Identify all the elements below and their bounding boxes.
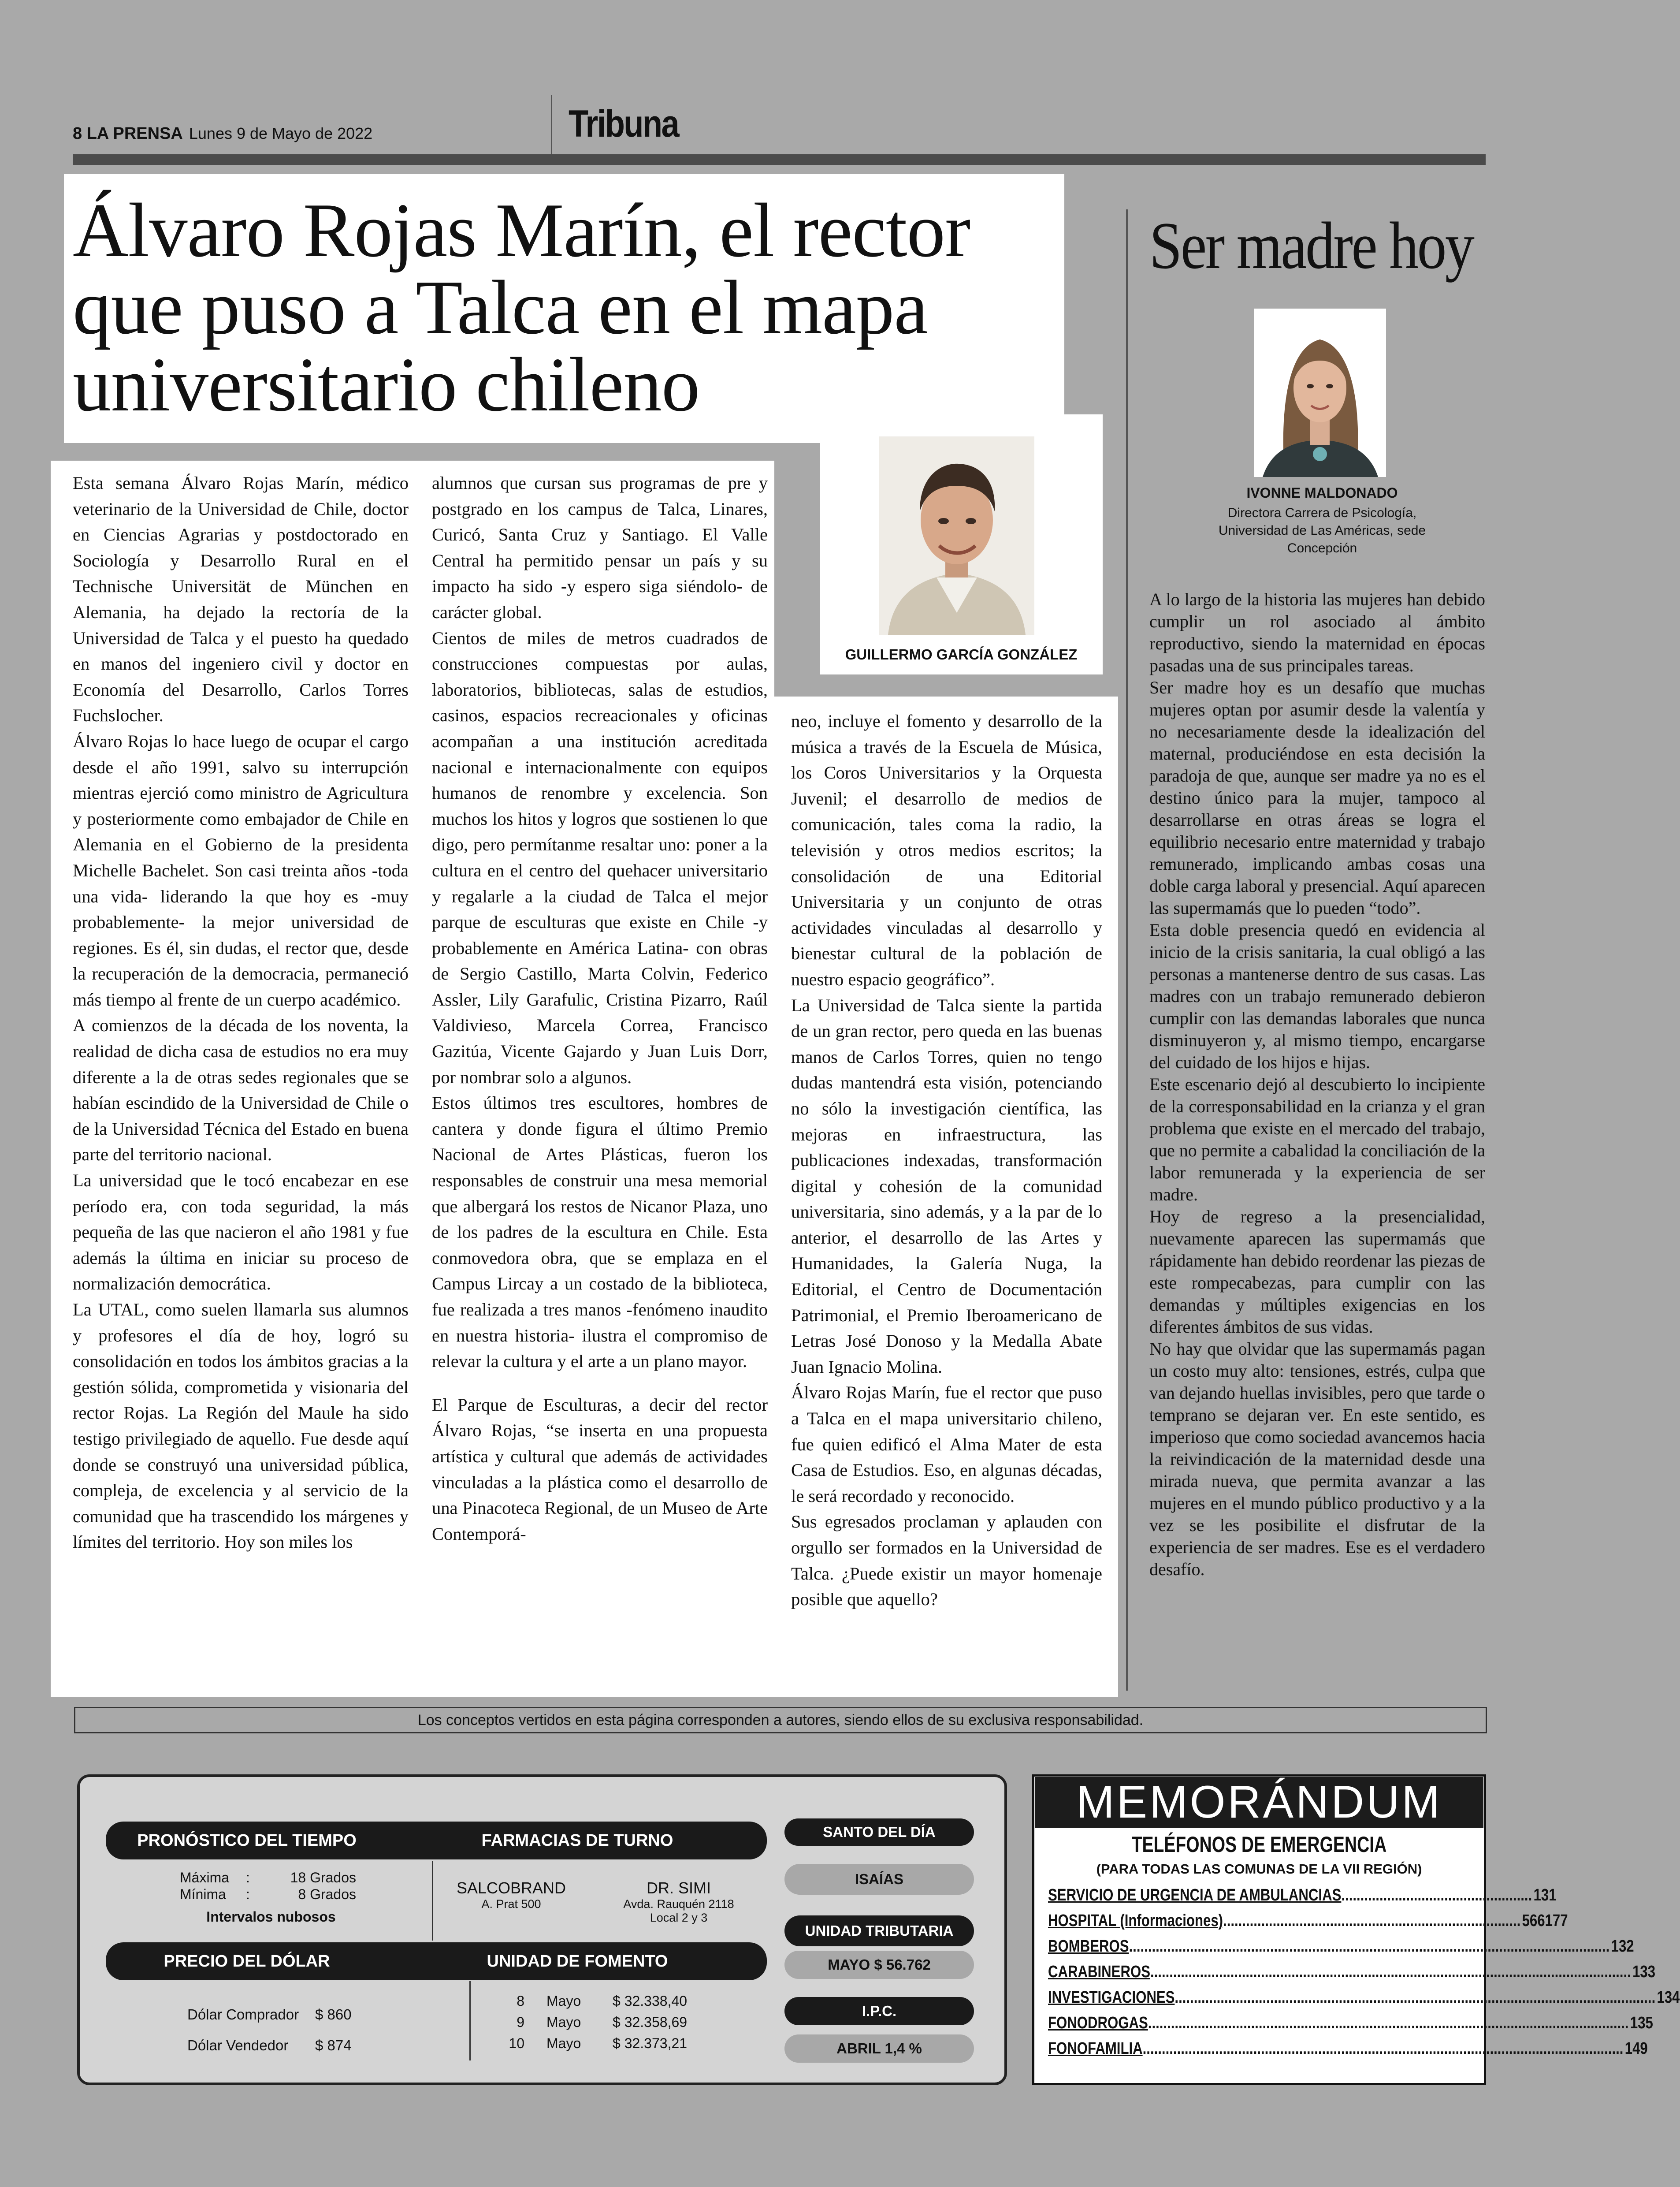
paragraph: Álvaro Rojas lo hace luego de ocupar el cargo desde el año 1991, salvo su interrupción mientras ejerció como ministro de Agricultura y posteriormente como embajador de Chile en Alemania en el Gobierno de la presidenta Michelle Bachelet. Son casi treinta años -toda una vida- liderando la que hoy es -muy probablemente- la mejor universidad de regiones. Es él, sin dudas, el rector que, desde la recuperación de la democracia, permaneció más tiempo al frente de un cuerpo académico. (73, 731, 409, 1010)
min-label: Mínima (180, 1886, 226, 1902)
paragraph: La Universidad de Talca siente la partida de un gran rector, pero queda en las buenas manos de Carlos Torres, quien no tengo dudas mantendrá esta visión, potenciando no sólo la investigación científica, las mejoras en infraestructura, las publicaciones indexadas, transformación digital y cohesión de la comunidad universitaria, sino además, y a la par de lo anterior, el desarrollo de las Artes y Humanidades, la Galería Nuga, la Editorial, el Centro de Documentación Patrimonial, el Premio Iberoamericano de Letras José Donoso y la Medalla Abate Juan Ignacio Molina. (791, 995, 1102, 1377)
memo-label: CARABINEROS (1048, 1963, 1150, 1981)
publication-name: LA PRENSA (86, 124, 183, 143)
role-line: Universidad de Las Américas, sede (1218, 523, 1426, 538)
paragraph: Estos últimos tres escultores, hombres de cantera y donde figura el último Premio Nacional de Artes Plásticas, fueron los responsables de construir una mesa memorial que albergará los restos de Nicanor Plaza, uno de los padres de la escultura en Chile. Esta conmovedora obra, que se emplaza en el Campus Lircay a un costado de la biblioteca, fue realizada a tres manos -fenómeno inaudito en nuestra historia- ilustra el compromiso de relevar la cultura y el arte a un plano mayor. (432, 1093, 768, 1371)
article-column-1 (73, 470, 409, 1555)
memo-label: FONOFAMILIA (1048, 2039, 1143, 2058)
paragraph: A comienzos de la década de los noventa, la realidad de dicha casa de estudios no era muy diferente a la de otras sedes regionales que se habían escindido de la Universidad de Chile o de la Universidad Técnica del Estado en buena parte del territorio nacional. (73, 1015, 409, 1165)
article-column-3 (791, 708, 1102, 1613)
header-rule (73, 154, 1486, 165)
dollar-buy-label: Dólar Comprador (187, 2006, 299, 2023)
uf-row (498, 2012, 727, 2033)
paragraph: neo, incluye el fomento y desarrollo de la música a través de la Escuela de Música, los Coros Universitarios y la Orquesta Juvenil; el desarrollo de medios de comunicación, tales coma la radio, la televisión y otros medios escritos; la consolidación de una Editorial Universitaria y un conjunto de otras actividades vinculadas al desarrollo y bienestar cultural de la población de nuestro espacio geográfico”. (791, 711, 1102, 989)
uf-day: 10 (509, 2035, 524, 2051)
separator: : (246, 1870, 250, 1885)
weather-pharmacy-bar (106, 1822, 767, 1859)
pharmacy-2 (599, 1879, 758, 1925)
memo-number: 566177 (1522, 1911, 1568, 1930)
column-divider (1126, 209, 1128, 1691)
paragraph: Esta semana Álvaro Rojas Marín, médico veterinario de la Universidad de Chile, doctor en Ciencias Agrarias y postdoctorado en Sociología y Desarrollo Rural en el Technische Universität de München en Alemania, ha dejado la rectoría de la Universidad de Talca y el puesto ha quedado en manos del ingeniero civil y doctor en Economía del Desarrollo, Carlos Torres Fuchslocher. (73, 473, 409, 726)
memo-row: FONODROGAS .............................................................................................................................. 135 (1048, 2014, 1653, 2032)
paragraph: Este escenario dejó al descubierto lo incipiente de la corresponsabilidad en la crianza y el gran problema que existe en el mercado del trabajo, que no permite a cabalidad la conciliación de la labor remunerada y la experiencia de ser madre. (1149, 1074, 1485, 1204)
paragraph: La universidad que le tocó encabezar en ese período era, con toda seguridad, la más pequeña de las que nacieron el año 1981 y fue además la última en iniciar su proceso de normalización democrática. (73, 1170, 409, 1294)
paragraph: Álvaro Rojas Marín, fue el rector que puso a Talca en el mapa universitario chileno, fue quien edificó el Alma Mater de esta Casa de Estudios. Eso, en algunas décadas, le será recordado y reconocido. (791, 1382, 1102, 1506)
paragraph: Ser madre hoy es un desafío que muchas mujeres optan por asumir desde la valentía y no necesariamente desde la idealización del maternal, produciéndose en esta decisión la paradoja de que, aunque ser madre ya no es el destino único para la mujer, tampoco al desarrollarse en otras áreas se logra el equilibrio necesario entre maternidad y trabajo remunerado, implicando ambas cosas una doble carga laboral y presencial. Aquí aparecen las supermamás que lo pueden “todo”. (1149, 678, 1485, 918)
memo-row: INVESTIGACIONES .............................................................................................................................. 134 (1048, 1988, 1680, 2007)
memo-row: BOMBEROS .............................................................................................................................. 132 (1048, 1937, 1634, 1956)
opinion-body (1149, 589, 1485, 1580)
max-value: 18 Grados (290, 1870, 356, 1885)
uf-table (498, 1990, 727, 2054)
memo-number: 131 (1533, 1886, 1557, 1904)
memo-row: HOSPITAL (Informaciones) .............................................................................. 566177 (1048, 1911, 1568, 1930)
paragraph: A lo largo de la historia las mujeres han debido cumplir un rol asociado al ámbito reproductivo, siendo la maternidad en épocas pasadas una de sus principales tareas. (1149, 589, 1485, 675)
memo-number: 132 (1611, 1937, 1634, 1956)
memo-title: MEMORÁNDUM (1035, 1777, 1483, 1828)
paragraph: La UTAL, como suelen llamarla sus alumnos y profesores el día de hoy, logró su consolidación en todos los ámbitos gracias a la gestión sólida, comprometida y visionaria del rector Rojas. La Región del Maule ha sido testigo privilegiado de aquello. Fue desde aquí donde se construyó una universidad pública, compleja, de excelencia y al servicio de la comunidad que ha trascendido los márgenes y límites del territorio. Hoy son miles los (73, 1300, 409, 1552)
min-value: 8 Grados (298, 1886, 356, 1902)
author-photo (879, 436, 1034, 635)
memo-label: FONODROGAS (1048, 2014, 1148, 2032)
role-line: Concepción (1287, 541, 1357, 555)
page-number-and-publication (73, 124, 183, 143)
memo-number: 134 (1657, 1988, 1680, 2007)
ipc-heading: I.P.C. (784, 1997, 974, 2025)
dollar-buy-value: $ 860 (315, 2006, 352, 2023)
pharmacy-address: Avda. Rauquén 2118 (623, 1897, 734, 1911)
uf-row (498, 1990, 727, 2012)
pharmacy-address: A. Prat 500 (481, 1897, 541, 1911)
opinion-title: Ser madre hoy (1149, 209, 1473, 283)
section-name: Tribuna (569, 103, 679, 145)
ipc-value: ABRIL 1,4 % (784, 2034, 974, 2063)
pharmacy-1 (441, 1879, 582, 1911)
paragraph: Sus egresados proclaman y aplauden con orgullo ser formados en la Universidad de Talca. ¿Puede existir un mayor homenaje posible que aquello? (791, 1512, 1102, 1610)
opinion-author-role (1190, 504, 1454, 557)
uf-day: 9 (517, 2014, 524, 2030)
pharmacy-heading: FARMACIAS DE TURNO (481, 1831, 673, 1850)
dollar-values (187, 1999, 364, 2061)
page-header (73, 124, 372, 143)
weather-condition: Intervalos nubosos (206, 1909, 336, 1925)
memo-subtitle: TELÉFONOS DE EMERGENCIA (1131, 1832, 1387, 1857)
weather-values (180, 1869, 356, 1903)
separator: : (246, 1886, 250, 1902)
uf-month: Mayo (546, 2035, 581, 2051)
author-name: GUILLERMO GARCÍA GONZÁLEZ (845, 646, 1078, 663)
memo-number: 133 (1632, 1963, 1656, 1981)
memo-label: HOSPITAL (Informaciones) (1048, 1911, 1223, 1930)
opinion-author-name: IVONNE MALDONADO (1246, 485, 1398, 501)
pharmacy-extra: Local 2 y 3 (650, 1911, 708, 1924)
info-divider (469, 1981, 471, 2060)
page-number: 8 (73, 124, 82, 143)
paragraph: El Parque de Esculturas, a decir del rector Álvaro Rojas, “se inserta en una propuesta artística y cultural que además de actividades vinculadas a la plástica como el desarrollo de una Pinacoteca Regional, de un Museo de Arte Contemporá- (432, 1394, 768, 1544)
memo-row: FONOFAMILIA .............................................................................................................................. 149 (1048, 2039, 1648, 2058)
memo-row: CARABINEROS .............................................................................................................................. 133 (1048, 1963, 1656, 1981)
utm-value: MAYO $ 56.762 (784, 1951, 974, 1979)
uf-day: 8 (517, 1993, 524, 2009)
article-column-2 (432, 470, 768, 1547)
saint-value: ISAÍAS (784, 1864, 974, 1895)
issue-date: Lunes 9 de Mayo de 2022 (189, 124, 373, 142)
saint-heading: SANTO DEL DÍA (784, 1818, 974, 1846)
memo-note: (PARA TODAS LAS COMUNAS DE LA VII REGIÓN) (1096, 1861, 1422, 1877)
uf-value: $ 32.373,21 (613, 2035, 688, 2051)
disclaimer: Los conceptos vertidos en esta página corresponden a autores, siendo ellos de su exclusiva responsabilidad. (74, 1707, 1487, 1733)
memo-label: SERVICIO DE URGENCIA DE AMBULANCIAS (1048, 1886, 1342, 1904)
opinion-author-photo (1254, 309, 1386, 477)
pharmacy-name: DR. SIMI (646, 1879, 711, 1897)
memo-number: 149 (1624, 2039, 1648, 2058)
paragraph: Cientos de miles de metros cuadrados de construcciones compuestas por aulas, laboratorios, bibliotecas, salas de estudios, casinos, espacios recreacionales y oficinas acompañan a una institución acreditada nacional e internacionalmente con equipos humanos de renombre y excelencia. Son muchos los hitos y logros que sostienen lo que digo, pero permítanme resaltar uno: poner a la cultura en el centro del quehacer universitario y regalarle a la ciudad de Talca el mejor parque de esculturas que existe en Chile -y probablemente en América Latina- con obras de Sergio Castillo, Marta Colvin, Federico Assler, Lily Garafulic, Cristina Pizarro, Raúl Valdivieso, Marcela Correa, Francisco Gazitúa, Vicente Gajardo y Juan Luis Dorr, por nombrar solo a algunos. (432, 628, 768, 1087)
uf-value: $ 32.358,69 (613, 2014, 688, 2030)
header-divider (551, 95, 552, 154)
memo-row: SERVICIO DE URGENCIA DE AMBULANCIAS .................................................. 131 (1048, 1886, 1557, 1904)
memo-label: INVESTIGACIONES (1048, 1988, 1175, 2007)
paragraph: No hay que olvidar que las supermamás pagan un costo muy alto: tensiones, estrés, culpa que van dejando huellas invisibles, pero que tarde o temprano se dejaran ver. En este sentido, es imperioso que como sociedad avancemos hacia la reivindicación de la maternidad desde una mirada nueva, que permita avanzar a las mujeres en el mundo público productivo y a la vez se les posibilite el disfrutar de la experiencia de ser madres. Ese es el verdadero desafío. (1149, 1339, 1485, 1579)
max-label: Máxima (180, 1870, 230, 1885)
dollar-heading: PRECIO DEL DÓLAR (164, 1952, 330, 1971)
dollar-sell-value: $ 874 (315, 2037, 352, 2053)
dollar-uf-bar (106, 1942, 767, 1980)
uf-value: $ 32.338,40 (613, 1993, 688, 2009)
uf-row (498, 2033, 727, 2054)
weather-heading: PRONÓSTICO DEL TIEMPO (137, 1831, 357, 1850)
info-divider (432, 1861, 433, 1941)
paragraph: alumnos que cursan sus programas de pre y postgrado en los campus de Talca, Linares, Curicó, Santa Cruz y Santiago. El Valle Central ha permitido pensar un país y su impacto ha sido -y espero siga siéndolo- de carácter global. (432, 473, 768, 622)
paragraph: Hoy de regreso a la presencialidad, nuevamente aparecen las supermamás que rápidamente han debido reordenar las piezas de este rompecabezas, para cumplir con las demandas y múltiples exigencias en los diferentes ámbitos de sus vidas. (1149, 1207, 1485, 1337)
memo-number: 135 (1630, 2014, 1653, 2032)
uf-month: Mayo (546, 1993, 581, 2009)
utm-heading: UNIDAD TRIBUTARIA (784, 1915, 974, 1946)
paragraph: Esta doble presencia quedó en evidencia al inicio de la crisis sanitaria, la cual obligó a las personas a mantenerse dentro de sus casas. Las madres con un trabajo remunerado debieron cumplir con las demandas laborales que nunca disminuyeron y, al mismo tiempo, encargarse del cuidado de los hijos e hijas. (1149, 920, 1485, 1072)
uf-heading: UNIDAD DE FOMENTO (487, 1952, 668, 1971)
article-title: Álvaro Rojas Marín, el rector que puso a Talca en el mapa universitario chileno (73, 187, 970, 427)
pharmacy-name: SALCOBRAND (456, 1879, 566, 1897)
dollar-sell-label: Dólar Vendedor (187, 2037, 289, 2053)
uf-month: Mayo (546, 2014, 581, 2030)
role-line: Directora Carrera de Psicología, (1227, 506, 1417, 520)
memo-label: BOMBEROS (1048, 1937, 1129, 1956)
